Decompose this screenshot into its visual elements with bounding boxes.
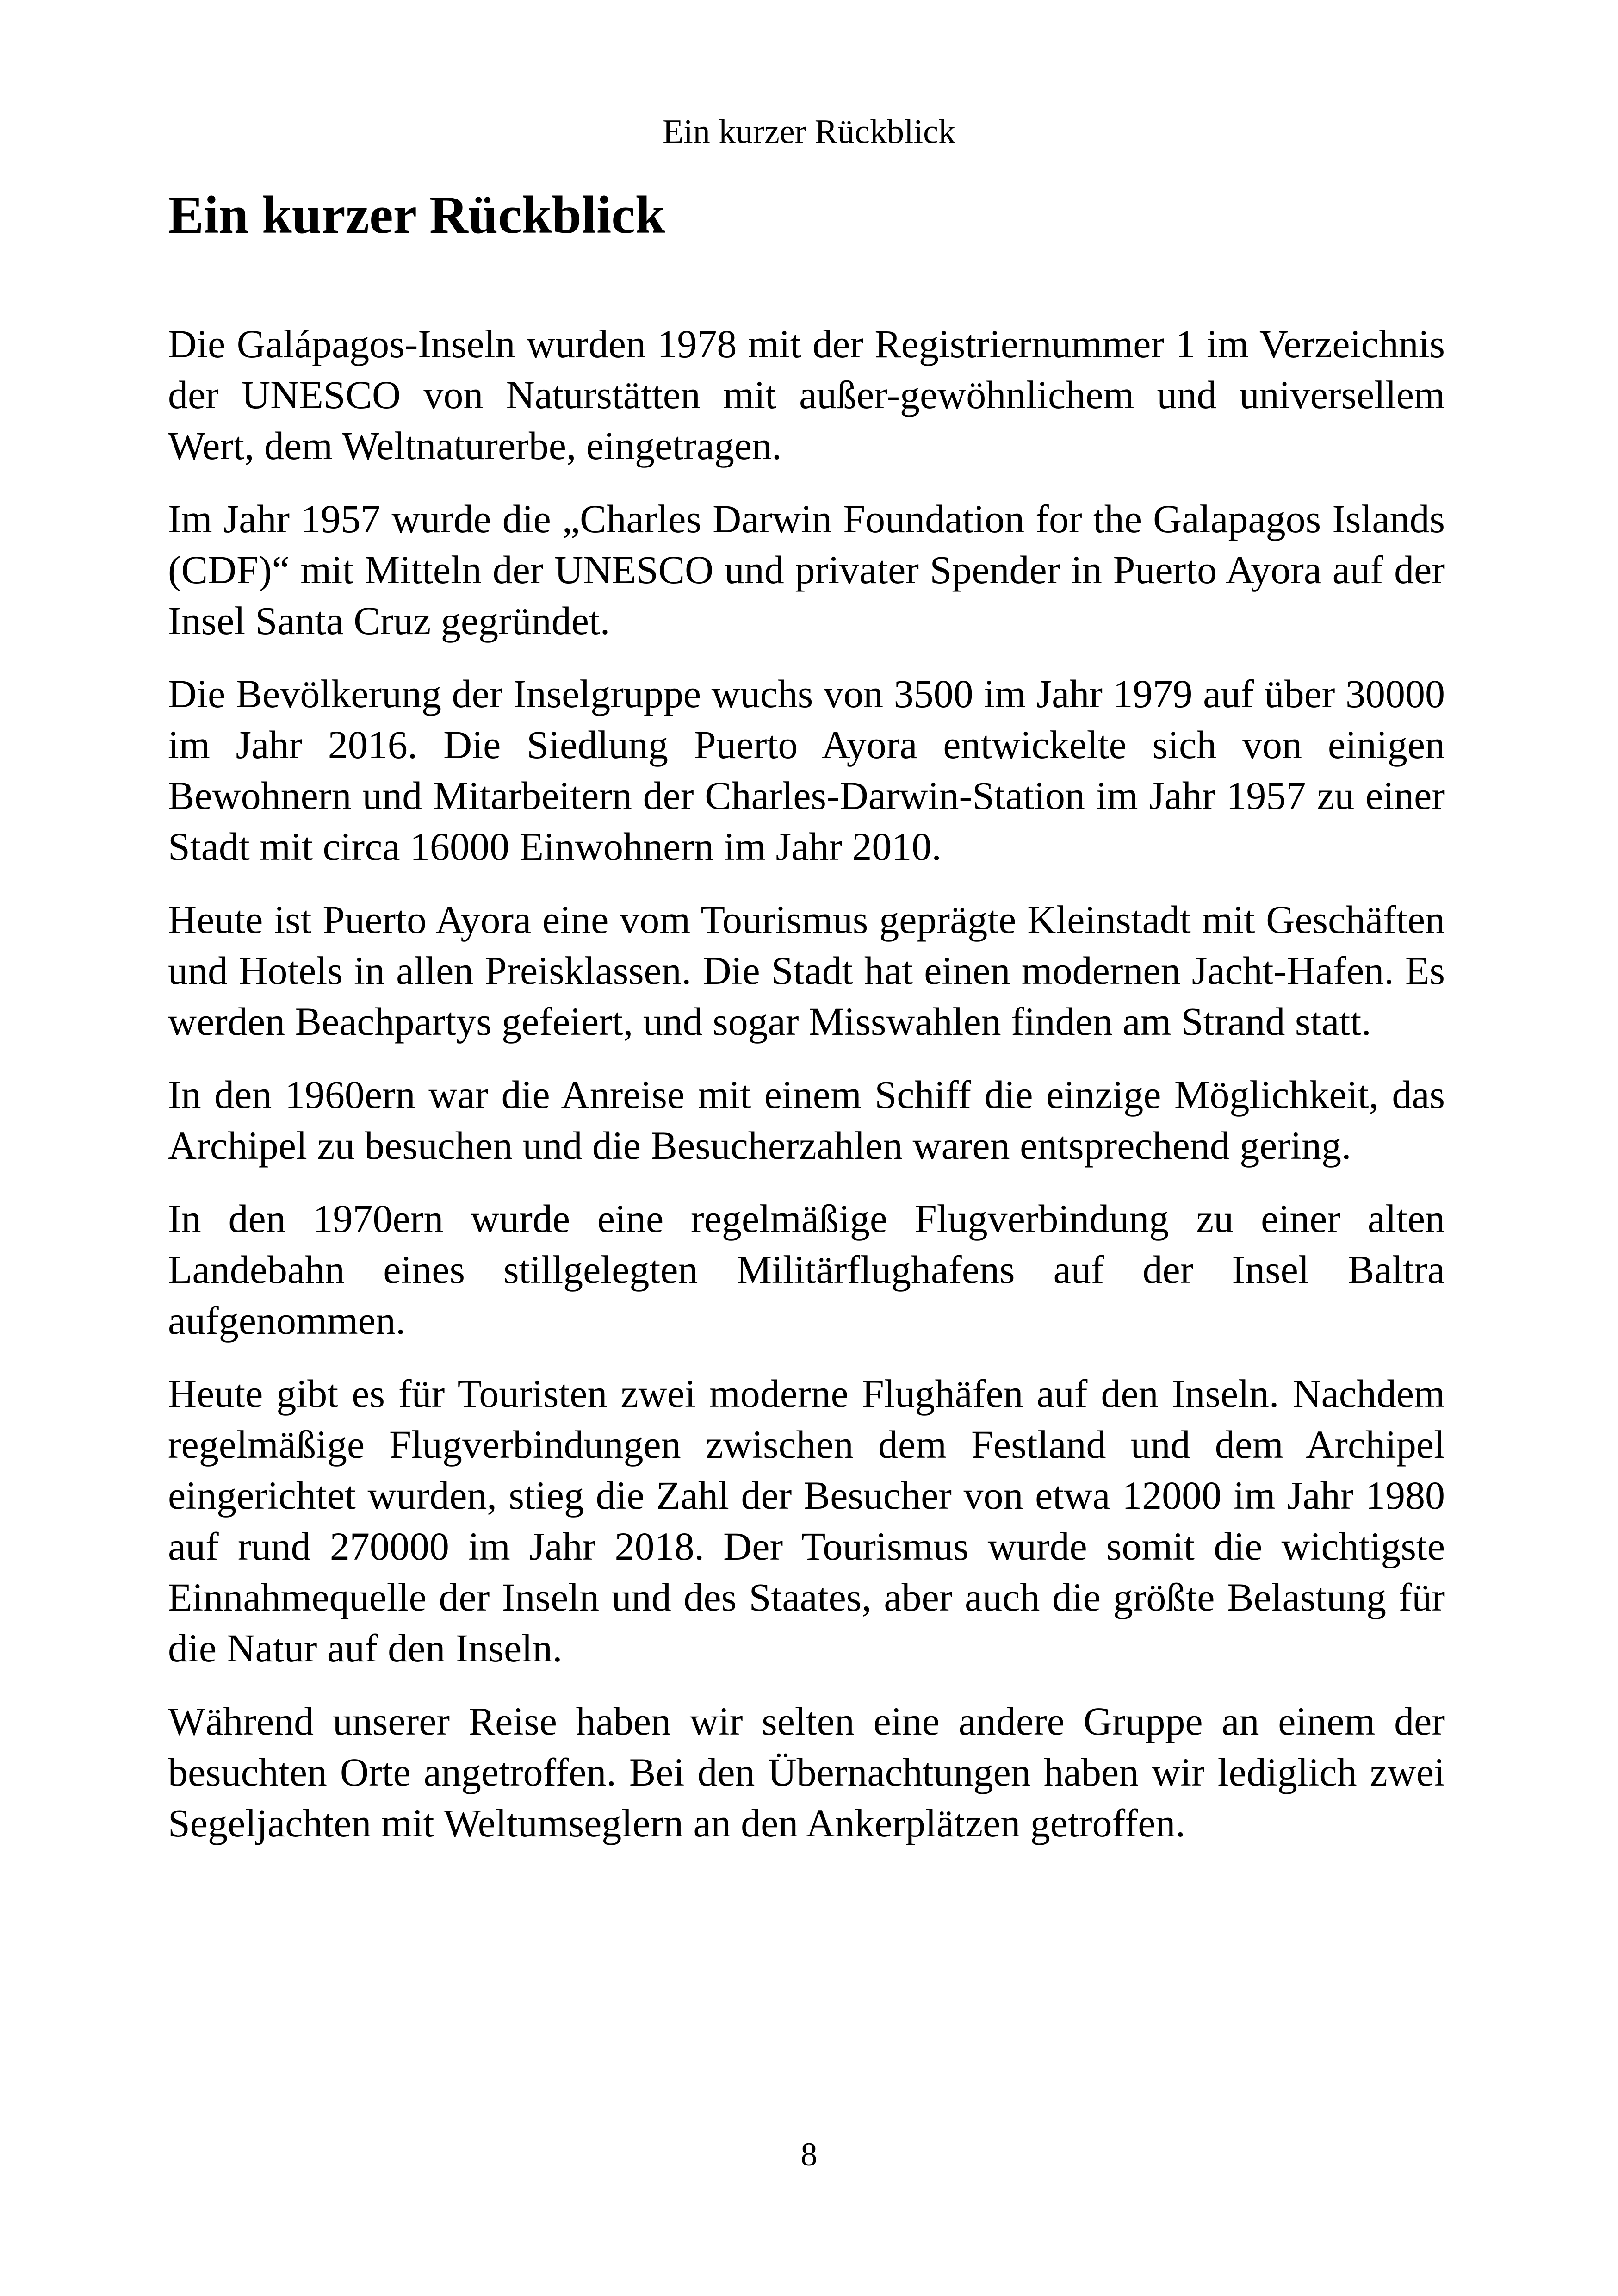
paragraph-unesco: Die Galápagos-Inseln wurden 1978 mit der Registriernummer 1 im Verzeichnis der UNESCO von Naturstätten mit außer-gewöhnlichem und universellem Wert, dem Weltnaturerbe, eingetragen. — [168, 322, 1445, 468]
paragraph-1970s: In den 1970ern wurde eine regelmäßige Flugverbindung zu einer alten Landebahn eines stillgelegten Militärflughafens auf der Insel Baltra aufgenommen. — [168, 1196, 1445, 1343]
paragraph-cdf-foundation: Im Jahr 1957 wurde die „Charles Darwin Foundation for the Galapagos Islands (CDF)“ mit Mitteln der UNESCO und privater Spender in Puerto Ayora auf der Insel Santa Cruz gegründet. — [168, 497, 1445, 643]
running-header: Ein kurzer Rückblick — [663, 113, 955, 151]
paragraph-population: Die Bevölkerung der Inselgruppe wuchs von 3500 im Jahr 1979 auf über 30000 im Jahr 2016. Die Siedlung Puerto Ayora entwickelte sich von einigen Bewohnern und Mitarbeitern der Charles-Darwin-Station im Jahr 1957 zu einer Stadt mit circa 16000 Einwohnern im Jahr 2010. — [168, 672, 1445, 869]
body-text — [168, 318, 1445, 1871]
page-number: 8 — [800, 2136, 818, 2173]
paragraph-airports-tourism: Heute gibt es für Touristen zwei moderne Flughäfen auf den Inseln. Nachdem regelmäßige Flugverbindungen zwischen dem Festland und dem Archipel eingerichtet wurden, stieg die Zahl der Besucher von etwa 12000 im Jahr 1980 auf rund 270000 im Jahr 2018. Der Tourismus wurde somit die wichtigste Einnahmequelle der Inseln und des Staates, aber auch die größte Belastung für die Natur auf den Inseln. — [168, 1371, 1445, 1670]
paragraph-our-trip: Während unserer Reise haben wir selten eine andere Gruppe an einem der besuchten Orte angetroffen. Bei den Übernachtungen haben wir lediglich zwei Segeljachten mit Weltumseglern an den Ankerplätzen getroffen. — [168, 1699, 1445, 1845]
paragraph-puerto-ayora-today: Heute ist Puerto Ayora eine vom Tourismus geprägte Kleinstadt mit Geschäften und Hotels in allen Preisklassen. Die Stadt hat einen modernen Jacht-Hafen. Es werden Beachpartys gefeiert, und sogar Misswahlen finden am Strand statt. — [168, 897, 1445, 1044]
page-title: Ein kurzer Rückblick — [168, 186, 665, 245]
paragraph-1960s: In den 1960ern war die Anreise mit einem Schiff die einzige Möglichkeit, das Archipel zu besuchen und die Besucherzahlen waren entsprechend gering. — [168, 1072, 1445, 1168]
